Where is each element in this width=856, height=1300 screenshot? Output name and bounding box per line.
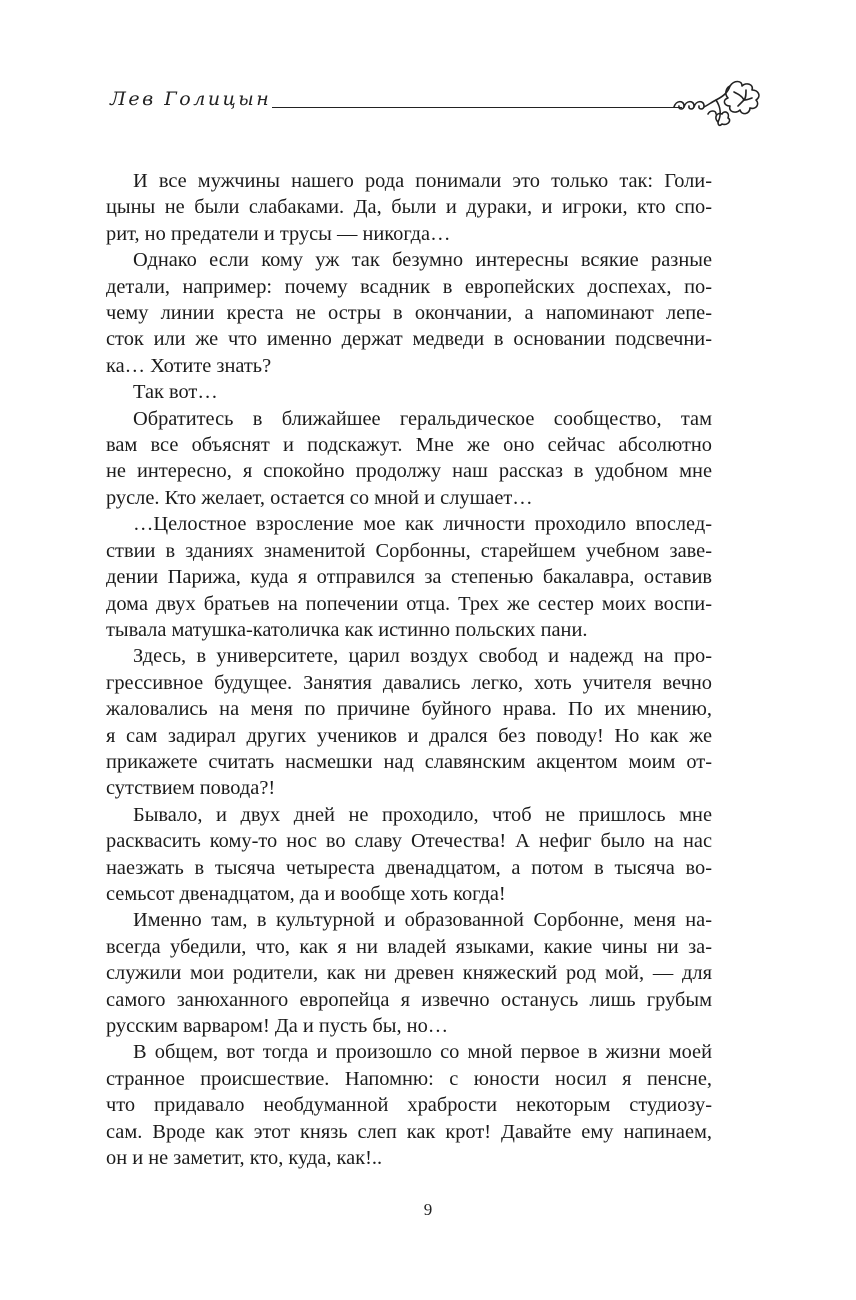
text-line: расквасить кому-то нос во славу Отечества! А нефиг было на нас [106,830,712,853]
text-line: Обратитесь в ближайшее геральдическое сообщество, там [133,407,712,430]
text-line: И все мужчины нашего рода понимали это только так: Голи- [133,170,712,192]
text-line: вам все объяснят и подскажут. Мне же оно сейчас абсолютно [106,434,712,457]
text-line: цыны не были слабаками. Да, были и дураки, и игроки, кто спо- [106,196,712,219]
text-line: прикажете считать насмешки над славянским акцентом моим от- [106,750,712,773]
paragraph-6 [106,643,712,801]
text-line: Однако если кому уж так безумно интересны всякие разные [133,249,712,272]
body-text [106,168,712,1171]
text-line: всегда убедили, что, как я ни владей языками, какие чины ни за- [106,935,712,958]
paragraph-4 [106,406,712,512]
text-line: сутствием повода?! [106,777,276,800]
paragraph-7 [106,802,712,908]
text-line: Бывало, и двух дней не проходило, чтоб не пришлось мне [133,803,712,826]
text-line: сам. Вроде как этот князь слеп как крот! Давайте ему напинаем, [106,1120,712,1143]
text-line: дома двух братьев на попечении отца. Трех же сестер моих воспи- [106,592,712,615]
floral-flourish-icon [672,78,768,128]
text-line: тывала матушка-католичка как истинно польских пани. [106,618,588,641]
text-line: не интересно, я спокойно продолжу наш рассказ в удобном мне [106,460,712,483]
paragraph-2 [106,247,712,379]
text-line: что придавало необдуманной храбрости некоторым студиозу- [106,1094,712,1117]
author-name: Лев Голицын [110,88,272,110]
text-line: Именно там, в культурной и образованной Сорбонне, меня на- [133,909,712,932]
text-line: Здесь, в университете, царил воздух свобод и надежд на про- [133,645,712,668]
text-line: Так вот… [133,381,218,404]
text-line: наезжать в тысяча четыреста двенадцатом, а потом в тысяча во- [106,856,712,879]
text-line: русским варваром! Да и пусть бы, но… [106,1015,449,1037]
text-line: русле. Кто желает, остается со мной и слушает… [106,486,533,509]
text-line: жаловались на меня по причине буйного нрава. По их мнению, [106,698,712,721]
text-line: странное происшествие. Напомню: с юности носил я пенсне, [106,1067,712,1090]
text-line: …Целостное взросление мое как личности проходило впослед- [133,513,712,536]
paragraph-1 [106,168,712,247]
paragraph-5 [106,511,712,643]
text-line: служили мои родители, как ни древен княжеский род мой, — для [106,962,712,985]
paragraph-8 [106,907,712,1039]
text-line: семьсот двенадцатом, да и вообще хоть когда! [106,882,506,905]
paragraph-3 [106,379,712,405]
text-line: В общем, вот тогда и произошло со мной первое в жизни моей [133,1041,712,1064]
text-line: рит, но предатели и трусы — никогда… [106,222,451,245]
text-line: грессивное будущее. Занятия давались легко, хоть учителя вечно [106,671,712,694]
text-line: он и не заметит, кто, куда, как!.. [106,1147,383,1170]
text-line: сток или же что именно держат медведи в основании подсвечни- [106,328,712,351]
text-line: дении Парижа, куда я отправился за степенью бакалавра, оставив [106,566,712,589]
text-line: чему линии креста не остры в окончании, а напоминают лепе- [106,302,712,325]
header-rule [272,107,682,108]
text-line: детали, например: почему всадник в европейских доспехах, по- [106,275,712,298]
text-line: ствии в зданиях знаменитой Сорбонны, старейшем учебном заве- [106,539,712,562]
text-line: ка… Хотите знать? [106,354,272,377]
page-number: 9 [423,1200,433,1219]
paragraph-9 [106,1039,712,1171]
running-head [110,84,770,134]
text-line: я сам задирал других учеников и дрался без поводу! Но как же [106,724,712,747]
text-line: самого занюханного европейца я извечно останусь лишь грубым [106,988,712,1011]
